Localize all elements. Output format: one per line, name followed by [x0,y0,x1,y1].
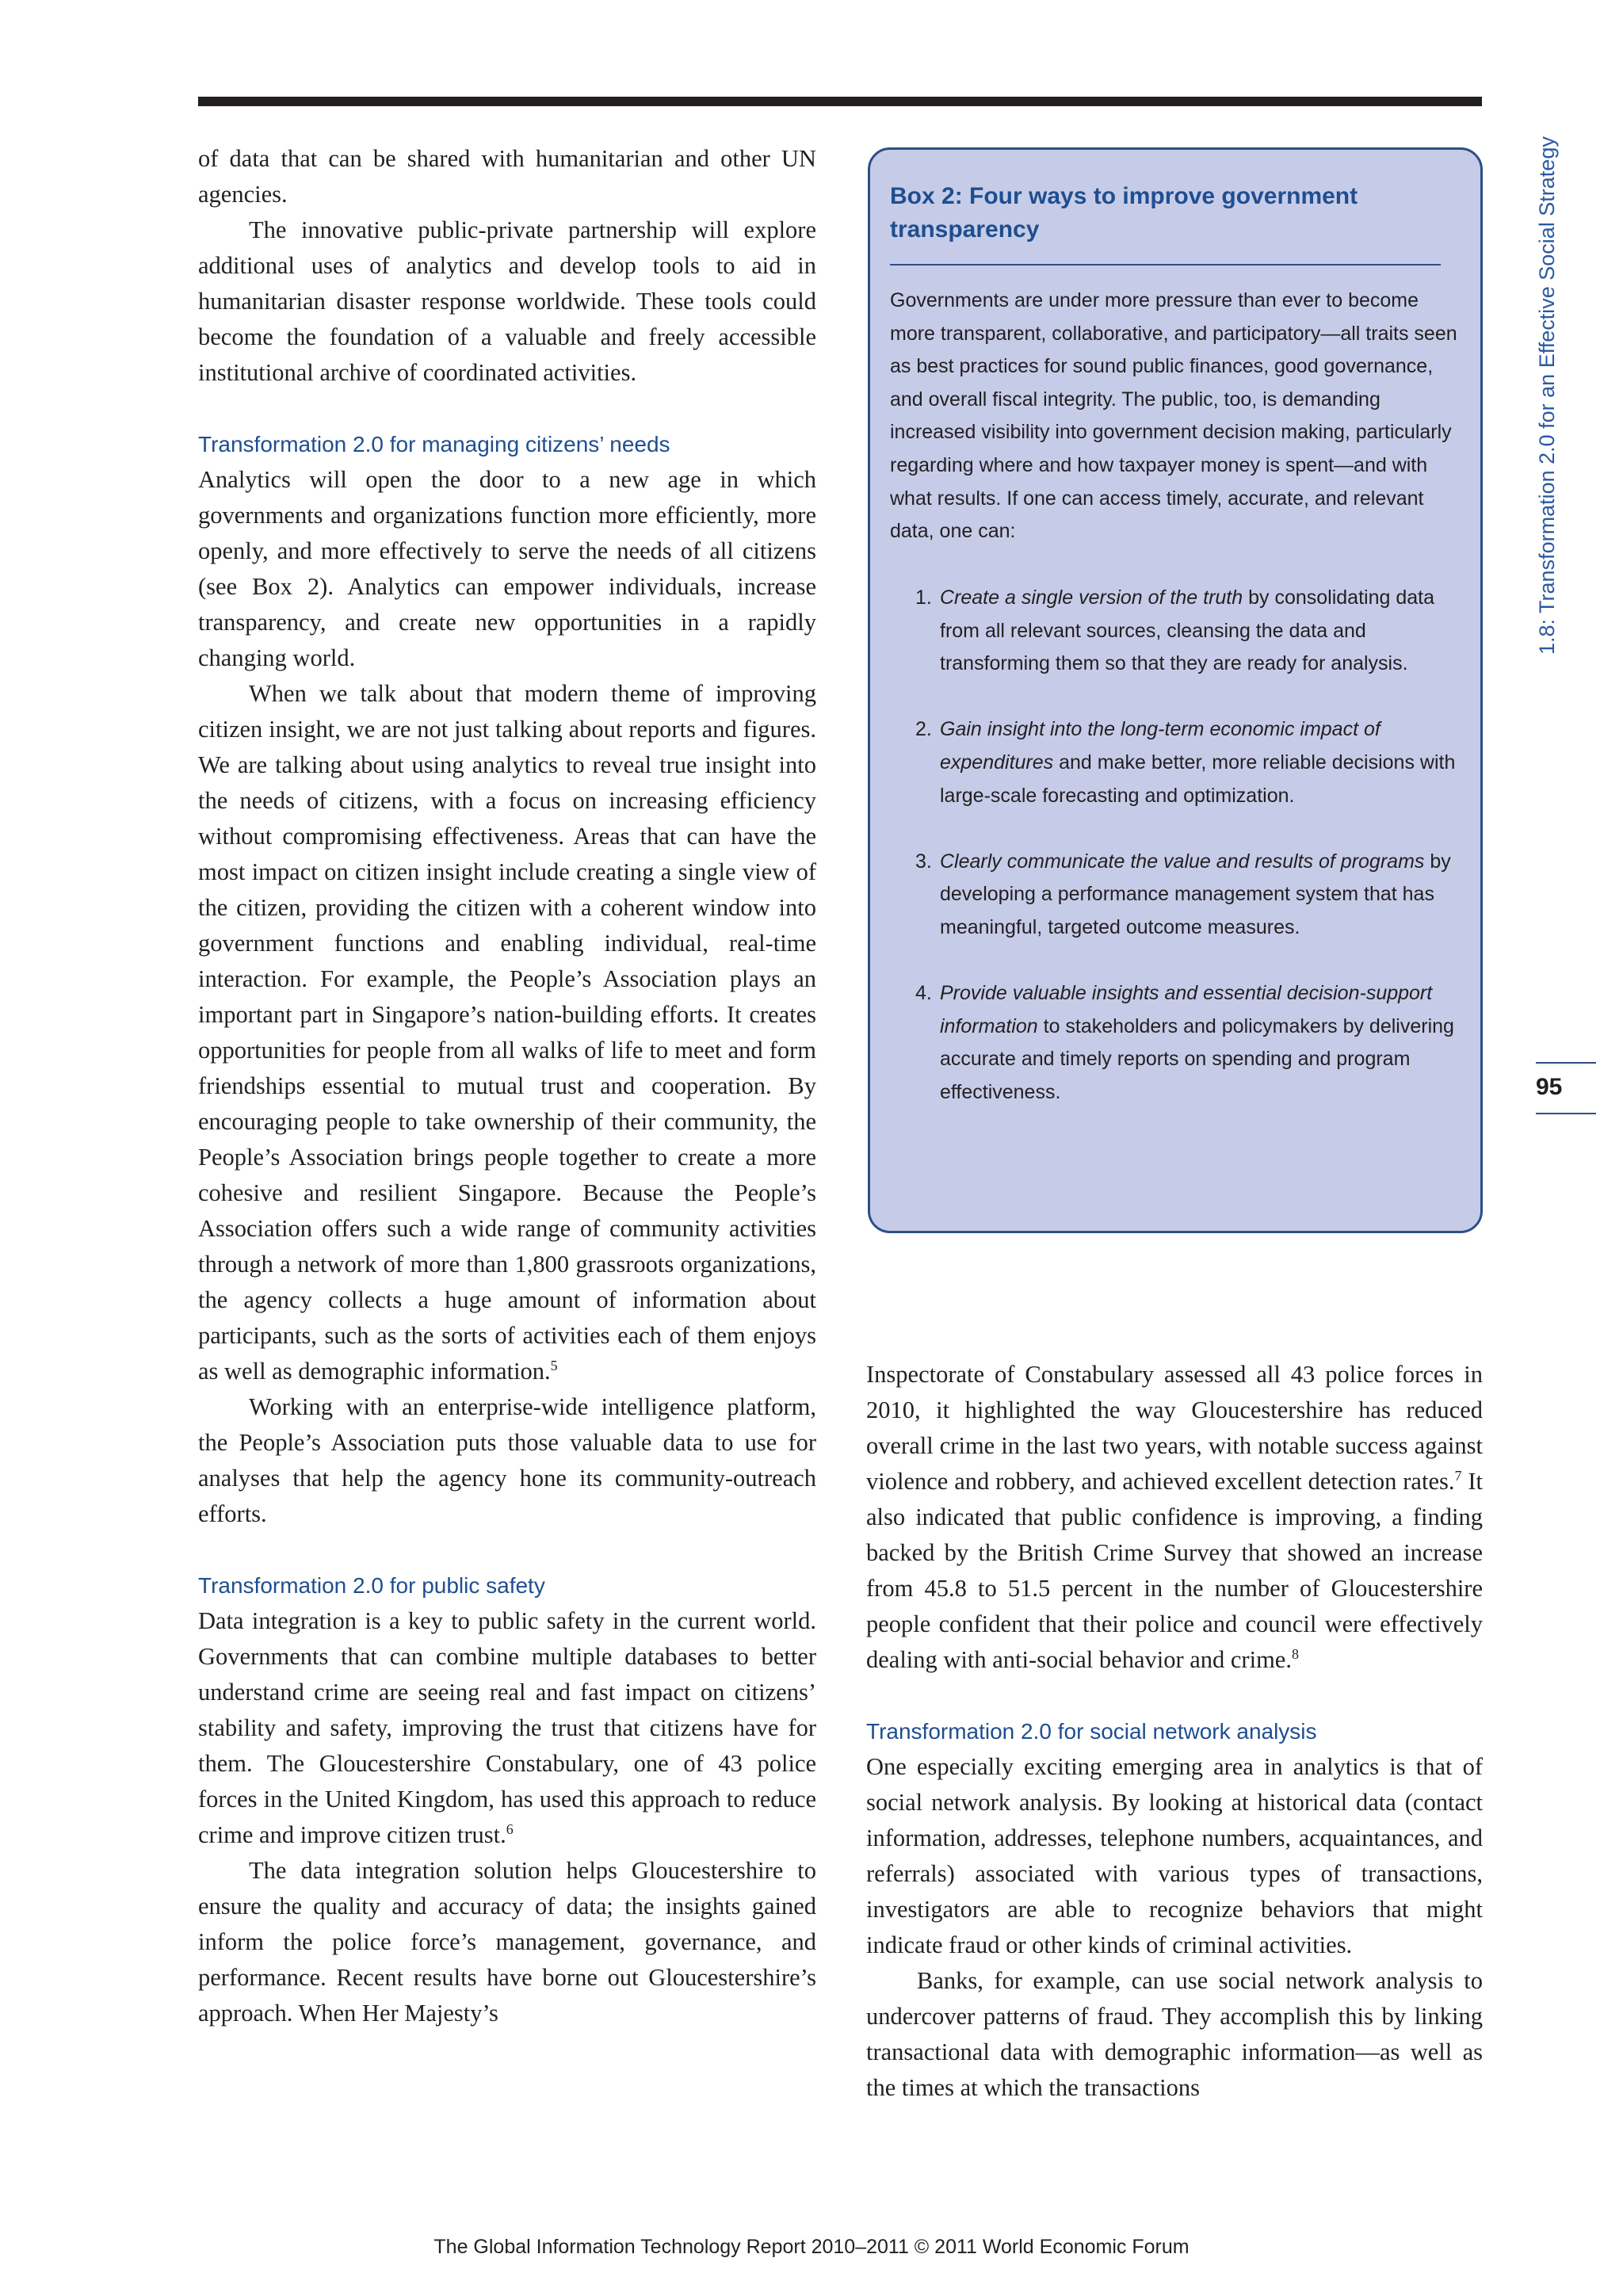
list-item-lead: Provide valuable insights and essential decision-support information [940,982,1433,1037]
box-list [890,582,1461,1142]
left-column [198,141,816,2031]
chapter-sidebar [1533,100,1581,655]
footnote-ref[interactable]: 7 [1454,1467,1462,1484]
section-heading: Transformation 2.0 for social network analysis [866,1719,1317,1744]
box-list-item [890,977,1461,1109]
paragraph: The innovative public-private partnership will explore additional uses of analytics and develop tools to aid in humanitarian disaster response worldwide. These tools could become the foundation of a valuable and freely accessible institutional archive of coordinated activities. [198,216,816,386]
list-item-lead: Create a single version of the truth [940,586,1243,609]
list-item-text: to stakeholders and policymakers by delivering accurate and timely reports on spending and program effectiveness. [940,1014,1454,1103]
box-2-panel [868,147,1483,1233]
box-list-item [890,582,1461,681]
paragraph [198,676,816,1389]
paragraph [866,1357,1483,1678]
list-item-text: by developing a performance management system that has meaningful, targeted outcome measures. [940,850,1451,938]
page-footer: The Global Information Technology Report 2010–2011 © 2011 World Economic Forum [433,2236,1190,2258]
footnote-ref[interactable]: 5 [550,1357,558,1373]
section-heading: Transformation 2.0 for public safety [198,1573,545,1598]
paragraph: Working with an enterprise-wide intelligence platform, the People’s Association puts those valuable data to use for analyses that help the agency hone its community-outreach efforts. [198,1393,816,1527]
paragraph: The data integration solution helps Gloucestershire to ensure the quality and accuracy of data; the insights gained inform the police force’s management, governance, and performance. Recent results have borne out Gloucestershire’s approach. When Her Majesty’s [198,1857,816,2027]
box-title-rule [890,264,1441,266]
list-item-text: and make better, more reliable decisions with large-scale forecasting and optimization. [940,751,1456,807]
box-intro: Governments are under more pressure than ever to become more transparent, collaborative, and participatory—all traits seen as best practices for sound public finances, good governance, and overall fiscal integrity. The public, too, is demanding increased visibility into government decision making, particularly regarding where and how taxpayer money is spent—and with what results. If one can access timely, accurate, and relevant data, one can: [890,289,1457,543]
page-number: 95 [1536,1074,1563,1100]
box-title: Box 2: Four ways to improve government transparency [890,183,1358,243]
top-rule [198,97,1482,106]
box-list-item [890,846,1461,945]
paragraph: of data that can be shared with humanitarian and other UN agencies. [198,145,816,208]
section-heading: Transformation 2.0 for managing citizens’ needs [198,432,670,457]
paragraph-text: Inspectorate of Constabulary assessed all 43 police forces in 2010, it highlighted the way Gloucestershire has reduced overall crime in the last two years, with notable success against violence and robbery, and achieved excellent detection rates. [866,1361,1483,1495]
list-number: 4. [915,982,932,1005]
box-list-item [890,713,1461,812]
paragraph-text: Data integration is a key to public safety in the current world. Governments that can combine multiple databases to better understand crime are seeing real and fast impact on citizens’ stability and safety, improving the trust that citizens have for them. The Gloucestershire Constabulary, one of 43 police forces in the United Kingdom, has used this approach to reduce crime and improve citizen trust. [198,1607,816,1848]
list-item-lead: Gain insight into the long-term economic impact of expenditures [940,718,1381,774]
list-number: 1. [915,586,932,609]
list-number: 3. [915,850,932,873]
chapter-title: 1.8: Transformation 2.0 for an Effective Social Strategy [1535,136,1559,655]
list-item-lead: Clearly communicate the value and results of programs [940,850,1425,873]
paragraph: Banks, for example, can use social network analysis to undercover patterns of fraud. They accomplish this by linking transactional data with demographic information—as well as the times at which the transactions [866,1967,1483,2101]
page-number-rule [1536,1062,1596,1064]
footnote-ref[interactable]: 6 [506,1820,514,1837]
list-number: 2. [915,718,932,741]
paragraph: Analytics will open the door to a new age in which governments and organizations function more efficiently, more openly, and more effectively to serve the needs of all citizens (see Box 2). Analytics can empower individuals, increase transparency, and create new opportunities in a rapidly changing world. [198,466,816,671]
paragraph-text: It also indicated that public confidence is improving, a finding backed by the British Crime Survey that showed an increase from 45.8 to 51.5 percent in the number of Gloucestershire people confident that their police and council were effectively dealing with anti-social behavior and crime. [866,1468,1483,1673]
paragraph-text: When we talk about that modern theme of improving citizen insight, we are not just talking about reports and figures. We are talking about using analytics to reveal true insight into the needs of citizens, with a focus on increasing efficiency without compromising effectiveness. Areas that can have the most impact on citizen insight include creating a single view of the citizen, providing the citizen with a coherent window into government functions and enabling individual, real-time interaction. For example, the People’s Association plays an important part in Singapore’s nation-building efforts. It creates opportunities for people from all walks of life to meet and form friendships essential to mutual trust and cooperation. By encouraging people to take ownership of their community, the People’s Association brings people together to create a more cohesive and resilient Singapore. Because the People’s Association offers such a wide range of community activities through a network of more than 1,800 grassroots organizations, the agency collects a huge amount of information about participants, such as the sorts of activities each of them enjoys as well as demographic information. [198,680,816,1385]
paragraph: One especially exciting emerging area in analytics is that of social network analysis. By looking at historical data (contact information, addresses, telephone numbers, acquaintances, and referrals) associated with various types of transactions, investigators are able to recognize behaviors that might indicate fraud or other kinds of criminal activities. [866,1753,1483,1958]
right-column [866,1357,1483,2106]
list-item-text: by consolidating data from all relevant sources, cleansing the data and transforming them so that they are ready for analysis. [940,586,1434,675]
paragraph [198,1603,816,1853]
page-number-rule [1536,1113,1596,1114]
footnote-ref[interactable]: 8 [1291,1645,1299,1662]
